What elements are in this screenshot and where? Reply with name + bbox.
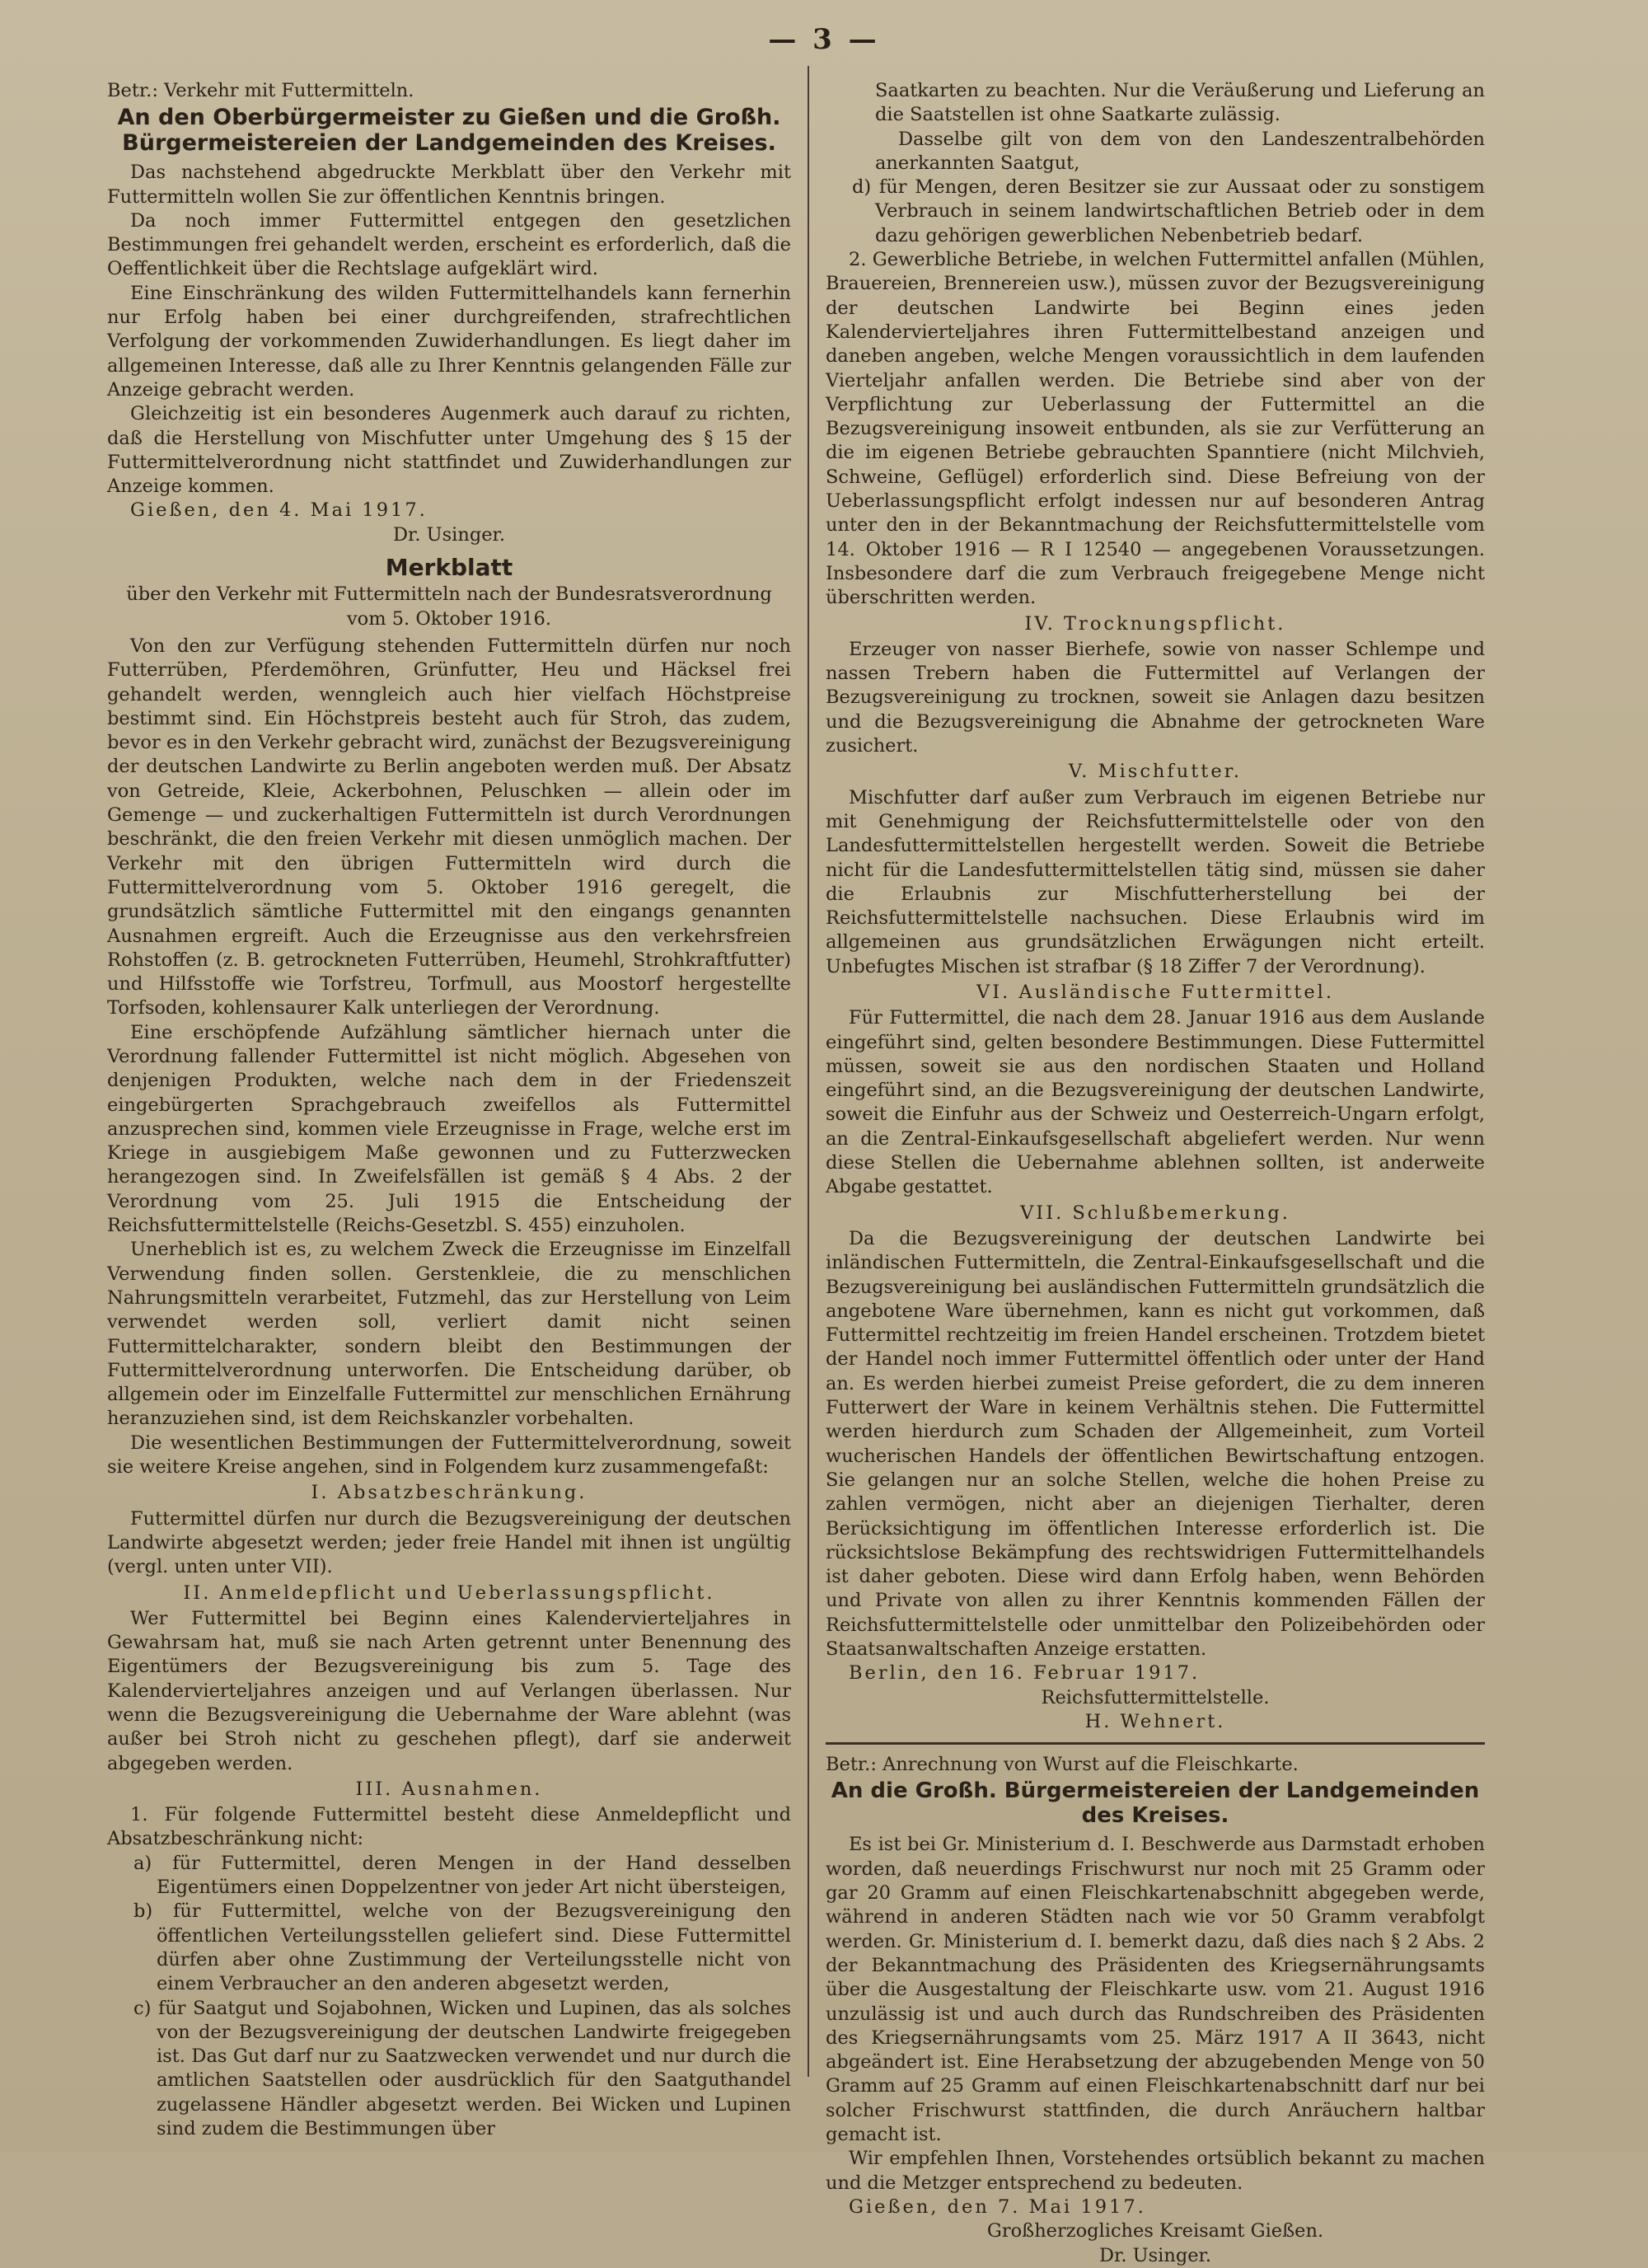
paragraph: Unerheblich ist es, zu welchem Zweck die Erzeugnisse im Einzelfall Verwendung finden sollen. Gerstenkleie, die zu menschlichen Nahrungsmitteln verarbeitet, Futzmehl, das zur Herstellung von Leim verwendet werden soll, verliert damit nicht seinen Futtermittelcharakter, sondern bleibt den Bestimmungen der Futtermittelverordnung unterworfen. Die Entscheidung darüber, ob allgemein oder im Einzelfalle Futtermittel zur menschlichen Ernährung heranzuziehen sind, ist dem Reichskanzler vorbehalten. (107, 1239, 791, 1430)
column-divider (808, 66, 809, 2077)
list-item: d) für Mengen, deren Besitzer sie zur Aussaat oder zu sonstigem Verbrauch in seinem landwirtschaftlichen Betrieb oder in dem dazu gehörigen gewerblichen Nebenbetrieb bedarf. (852, 176, 1485, 246)
paragraph: Wir empfehlen Ihnen, Vorstehendes ortsüblich bekannt zu machen und die Metzger entsprechend zu bedeuten. (826, 2148, 1485, 2194)
left-column (107, 79, 791, 2141)
paragraph: Gleichzeitig ist ein besonderes Augenmerk auch darauf zu richten, daß die Herstellung von Mischfutter unter Umgehung des § 15 der Futtermittelverordnung nicht stattfindet und Zuwiderhandlungen zur Anzeige kommen. (107, 403, 791, 498)
paragraph: Eine erschöpfende Aufzählung sämtlicher hiernach unter die Verordnung fallender Futtermittel ist nicht möglich. Abgesehen von denjenigen Produkten, welche nach dem in der Friedenszeit eingebürgerten Sprachgebrauch zweifellos als Futtermittel anzusprechen sind, kommen viele Erzeugnisse in Frage, welche erst im Kriege in ausgiebigem Maße gewonnen und zu Futterzwecken herangezogen sind. In Zweifelsfällen ist gemäß § 4 Abs. 2 der Verordnung vom 25. Juli 1915 die Entscheidung der Reichsfuttermittelstelle (Reichs-Gesetzbl. S. 455) einzuholen. (107, 1021, 791, 1237)
paragraph: Es ist bei Gr. Ministerium d. I. Beschwerde aus Darmstadt erhoben worden, daß neuerdings Frischwurst nur noch mit 25 Gramm oder gar 20 Gramm auf einen Fleischkartenabschnitt abgegeben werde, während in anderen Städten nach wie vor 50 Gramm verabfolgt werden. Gr. Ministerium d. I. bemerkt dazu, daß dies nach § 2 Abs. 2 der Bekanntmachung des Präsidenten des Kriegsernährungsamts über die Ausgestaltung der Fleischkarte usw. vom 21. August 1916 unzulässig ist und auch durch das Rundschreiben des Präsidenten des Kriegsernährungsamts vom 25. März 1917 A II 3643, nicht abgeändert ist. Eine Herabsetzung der abzugebenden Menge von 50 Gramm auf 25 Gramm auf einen Fleischkartenabschnitt darf nur bei solcher Frischwurst stattfinden, die durch Anräuchern haltbar gemacht ist. (826, 1834, 1485, 2146)
section-heading: IV. Trocknungspflicht. (1024, 612, 1286, 635)
paragraph: Da die Bezugsvereinigung der deutschen Landwirte bei inländischen Futtermitteln, die Zentral-Einkaufsgesellschaft und die Bezugsvereinigung bei ausländischen Futtermitteln grundsätzlich die angebotene Ware übernehmen, kann es nicht gut vorkommen, daß Futtermittel rechtzeitig im freien Handel erscheinen. Trotzdem bietet der Handel noch immer Futtermittel öffentlich oder unter der Hand an. Es werden hierbei zumeist Preise gefordert, die zu dem inneren Futterwert der Ware in keinem Verhältnis stehen. Die Futtermittel werden hierdurch zum Schaden der Allgemeinheit, zum Vorteil wucherischen Handels der öffentlichen Bewirtschaftung entzogen. Sie gelangen nur an solche Stellen, welche die hohen Preise zu zahlen vermögen, nicht aber an diejenigen Tierhalter, deren Berücksichtigung im öffentlichen Interesse erforderlich ist. Die rücksichtslose Bekämpfung des rechtswidrigen Futtermittelhandels ist daher geboten. Diese wird dann Erfolg haben, wenn Behörden und Private von allen zu ihrer Kenntnis kommenden Fällen der Reichsfuttermittelstelle oder unmittelbar den Polizeibehörden oder Staatsanwaltschaften Anzeige erstatten. (826, 1227, 1485, 1660)
paragraph: Wer Futtermittel bei Beginn eines Kalendervierteljahres in Gewahrsam hat, muß sie nach Arten getrennt unter Benennung des Eigentümers der Bezugsvereinigung bis zum 5. Tage des Kalendervierteljahres anzeigen und auf Verlangen überlassen. Nur wenn die Bezugsvereinigung die Uebernahme der Ware ablehnt (was außer bei Stroh nicht zu geschehen pflegt), darf sie anderweit abgegeben werden. (107, 1607, 791, 1774)
list-item: a) für Futtermittel, deren Mengen in der Hand desselben Eigentümers einen Doppelzentner von jeder Art nicht übersteigen, (133, 1852, 791, 1899)
paragraph: Erzeuger von nasser Bierhefe, sowie von nasser Schlempe und nassen Trebern haben die Futtermittel auf Verlangen der Bezugsvereinigung zu trocknen, soweit sie Anlagen dazu besitzen und die Bezugsvereinigung die Abnahme der getrockneten Ware zusichert. (826, 638, 1485, 757)
list-item: b) für Futtermittel, welche von der Bezugsvereinigung den öffentlichen Verteilungsstellen geliefert sind. Diese Futtermittel dürfen aber ohne Zustimmung der Verteilungsstelle nicht von einem Verbraucher an den anderen abgesetzt werden, (133, 1900, 791, 1995)
paragraph: Da noch immer Futtermittel entgegen den gesetzlichen Bestimmungen frei gehandelt werden, erscheint es erforderlich, daß die Oeffentlichkeit über die Rechtslage aufgeklärt wird. (107, 209, 791, 280)
issuing-office: Großherzogliches Kreisamt Gießen. (986, 2220, 1324, 2242)
notice-signature: H. Wehnert. (1084, 1710, 1226, 1732)
right-column (826, 79, 1485, 2268)
paragraph: Dasselbe gilt von dem von den Landeszentralbehörden anerkannten Saatgut, (875, 128, 1485, 174)
paragraph: Saatkarten zu beachten. Nur die Veräußerung und Lieferung an die Saatstellen ist ohne Saatkarte zulässig. (875, 80, 1485, 126)
list-item: c) für Saatgut und Sojabohnen, Wicken und Lupinen, das als solches von der Bezugsvereinigung der deutschen Landwirte freigegeben ist. Das Gut darf nur zu Saatzwecken verwendet und nur durch die amtlichen Saatstellen oder ausdrücklich für den Saatguthandel zugelassene Händler abgesetzt werden. Bei Wicken und Lupinen sind zudem die Bestimmungen über (133, 1997, 791, 2140)
paragraph: Für Futtermittel, die nach dem 28. Januar 1916 aus dem Auslande eingeführt sind, gelten besondere Bestimmungen. Diese Futtermittel müssen, soweit sie aus den nordischen Staaten und Holland eingeführt sind, an die Bezugsvereinigung der deutschen Landwirte, soweit die Einfuhr aus der Schweiz und Oesterreich-Ungarn erfolgt, an die Zentral-Einkaufsgesellschaft abgeliefert werden. Nur wenn diese Stellen die Uebernahme ablehnen sollten, ist anderweite Abgabe gestattet. (826, 1007, 1485, 1198)
paragraph: Das nachstehend abgedruckte Merkblatt über den Verkehr mit Futtermitteln wollen Sie zur öffentlichen Kenntnis bringen. (107, 162, 791, 208)
section-divider (826, 1742, 1485, 1745)
section-heading: III. Ausnahmen. (355, 1778, 543, 1800)
notice-date: Berlin, den 16. Februar 1917. (849, 1662, 1201, 1685)
section-heading: I. Absatzbeschränkung. (311, 1482, 588, 1504)
notice-date: Gießen, den 4. Mai 1917. (130, 499, 428, 522)
notice-signature: Dr. Usinger. (393, 523, 505, 546)
section-heading: VII. Schlußbemerkung. (1020, 1202, 1290, 1224)
section-heading: II. Anmeldepflicht und Ueberlassungspflicht. (183, 1582, 715, 1604)
section-heading: VI. Ausländische Futtermittel. (976, 981, 1335, 1003)
paragraph: Futtermittel dürfen nur durch die Bezugsvereinigung der deutschen Landwirte abgesetzt werden; jeder freie Handel mit ihnen ist ungültig (vergl. unten unter VII). (107, 1507, 791, 1578)
notice-headline: An die Großh. Bürgermeistereien der Landgemeinden des Kreises. (831, 1778, 1480, 1829)
merkblatt-title: Merkblatt (385, 554, 513, 582)
paragraph: Die wesentlichen Bestimmungen der Futtermittelverordnung, soweit sie weitere Kreise angehen, sind in Folgendem kurz zusammengefaßt: (107, 1432, 791, 1478)
merkblatt-subtitle: über den Verkehr mit Futtermitteln nach der Bundesratsverordnung vom 5. Oktober 1916. (126, 583, 772, 630)
paragraph: 1. Für folgende Futtermittel besteht diese Anmeldepflicht und Absatzbeschränkung nicht: (107, 1804, 791, 1850)
issuing-office: Reichsfuttermittelstelle. (1041, 1686, 1270, 1708)
notice-headline: An den Oberbürgermeister zu Gießen und die Großh. Bürgermeistereien der Landgemeinden des Kreises. (117, 105, 781, 157)
subject-line: Betr.: Verkehr mit Futtermitteln. (107, 80, 414, 101)
page-number: — 3 — (768, 23, 880, 56)
section-heading: V. Mischfutter. (1068, 761, 1243, 783)
paragraph: Eine Einschränkung des wilden Futtermittelhandels kann fernerhin nur Erfolg haben bei einer durchgreifenden, strafrechtlichen Verfolgung der vorkommenden Zuwiderhandlungen. Es liegt daher im allgemeinen Interesse, daß alle zu Ihrer Kenntnis gelangenden Fälle zur Anzeige gebracht werden. (107, 282, 791, 401)
paragraph: Von den zur Verfügung stehenden Futtermitteln dürfen nur noch Futterrüben, Pferdemöhren, Grünfutter, Heu und Häcksel frei gehandelt werden, wenngleich auch hier vielfach Höchstpreise bestimmt sind. Ein Höchstpreis besteht auch für Stroh, das zudem, bevor es in den Verkehr gebracht wird, zunächst der Bezugsvereinigung der deutschen Landwirte zu Berlin angeboten werden muß. Der Absatz von Getreide, Kleie, Ackerbohnen, Peluschken — allein oder im Gemenge — und zuckerhaltigen Futtermitteln ist durch Verordnungen beschränkt, die den freien Verkehr mit diesen unmöglich machen. Der Verkehr mit den übrigen Futtermitteln wird durch die Futtermittelverordnung vom 5. Oktober 1916 geregelt, die grundsätzlich sämtliche Futtermittel mit den eingangs genannten Ausnahmen ergreift. Auch die Erzeugnisse aus den verkehrsfreien Rohstoffen (z. B. getrockneten Futterrüben, Heumehl, Strohkraftfutter) und Hilfsstoffe wie Torfstreu, Torfmull, aus Moostorf hergestellte Torfsoden, kohlensaurer Kalk unterliegen der Verordnung. (107, 635, 791, 1019)
paragraph: Mischfutter darf außer zum Verbrauch im eigenen Betriebe nur mit Genehmigung der Reichsfuttermittelstelle oder von den Landesfuttermittelstellen hergestellt werden. Soweit die Betriebe nicht für die Landesfuttermittelstellen tätig sind, müssen sie daher die Erlaubnis zur Mischfutterherstellung bei der Reichsfuttermittelstelle nachsuchen. Diese Erlaubnis wird im allgemeinen aus grundsätzlichen Erwägungen nicht erteilt. Unbefugtes Mischen ist strafbar (§ 18 Ziffer 7 der Verordnung). (826, 786, 1485, 977)
notice-signature: Dr. Usinger. (1099, 2244, 1211, 2266)
subject-line: Betr.: Anrechnung von Wurst auf die Fleischkarte. (826, 1754, 1299, 1776)
notice-date: Gießen, den 7. Mai 1917. (849, 2195, 1146, 2218)
paragraph: 2. Gewerbliche Betriebe, in welchen Futtermittel anfallen (Mühlen, Brauereien, Brennereien usw.), müssen zuvor der Bezugsvereinigung der deutschen Landwirte bei Beginn eines jeden Kalendervierteljahres ihren Futtermittelbestand anzeigen und daneben angeben, welche Mengen voraussichtlich in dem laufenden Vierteljahr anfallen werden. Die Betriebe sind aber von der Verpflichtung zur Ueberlassung der Futtermittel an die Bezugsvereinigung insoweit entbunden, als sie zur Verfütterung an die im eigenen Betriebe gebrauchten Spanntiere (nicht Milchvieh, Schweine, Geflügel) erforderlich sind. Diese Befreiung von der Ueberlassungspflicht erfolgt indessen nur auf besonderen Antrag unter den in der Bekanntmachung der Reichsfuttermittelstelle vom 14. Oktober 1916 — R I 12540 — angegebenen Voraussetzungen. Insbesondere darf die zum Verbrauch freigegebene Menge nicht überschritten werden. (826, 249, 1485, 609)
